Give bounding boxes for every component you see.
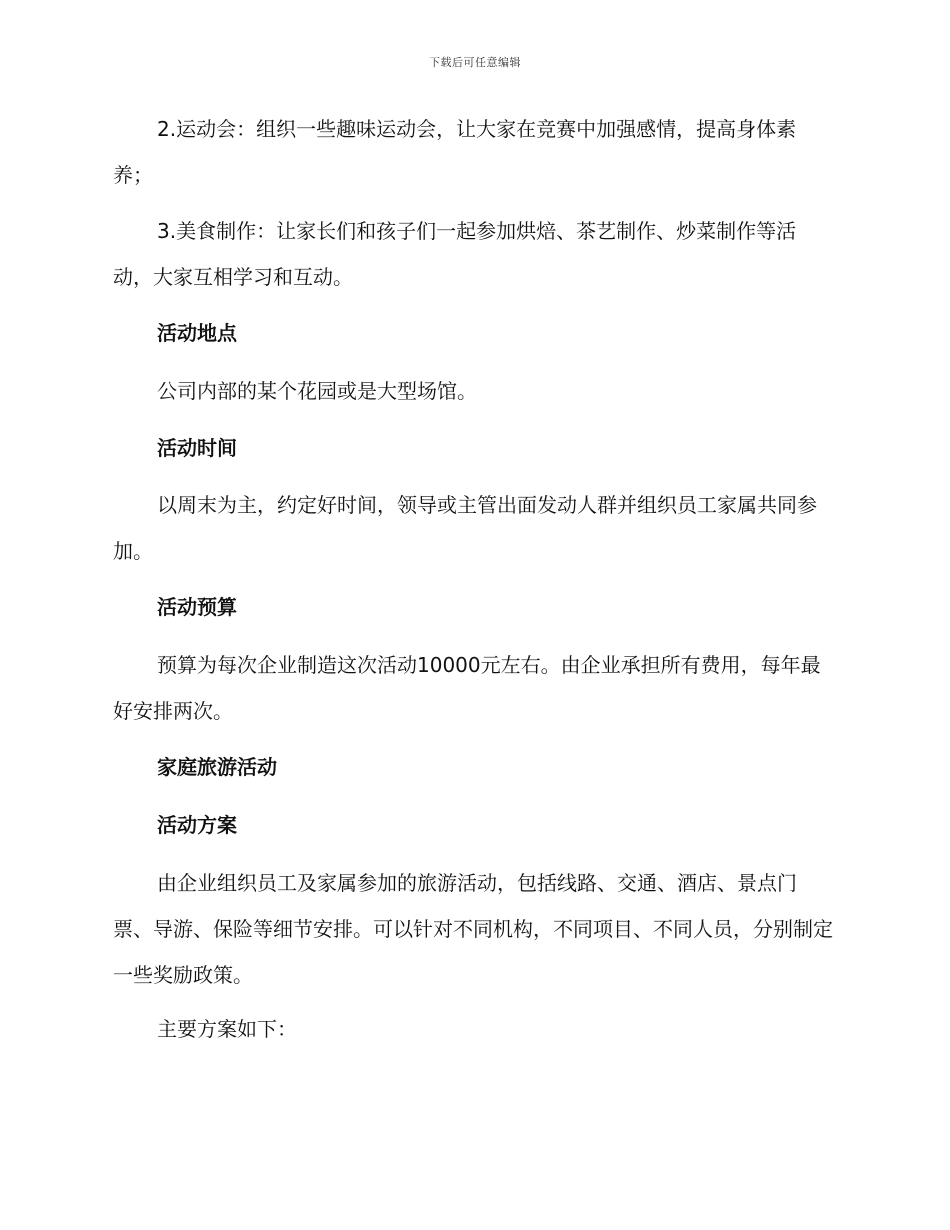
heading-activity-time: 活动时间 [157, 436, 237, 460]
heading-activity-location: 活动地点 [157, 321, 237, 345]
heading-activity-budget: 活动预算 [157, 595, 237, 619]
paragraph-food-making: 3.美食制作：让家长们和孩子们一起参加烘焙、茶艺制作、炒菜制作等活动，大家互相学习和互动。 [113, 219, 797, 289]
paragraph-budget: 预算为每次企业制造这次活动10000元左右。由企业承担所有费用，每年最好安排两次。 [113, 653, 821, 723]
paragraph-travel-plan: 由企业组织员工及家属参加的旅游活动，包括线路、交通、酒店、景点门票、导游、保险等细节安排。可以针对不同机构，不同项目、不同人员，分别制定一些奖励政策。 [113, 871, 833, 987]
page-header-note: 下载后可任意编辑 [429, 56, 521, 69]
paragraph-time: 以周末为主，约定好时间，领导或主管出面发动人群并组织员工家属共同参加。 [113, 493, 817, 563]
heading-activity-plan: 活动方案 [157, 813, 237, 837]
paragraph-main-plan: 主要方案如下： [157, 1017, 297, 1041]
heading-family-travel: 家庭旅游活动 [157, 755, 277, 779]
paragraph-sports-meet: 2.运动会：组织一些趣味运动会，让大家在竞赛中加强感情，提高身体素养； [113, 117, 797, 187]
paragraph-location: 公司内部的某个花园或是大型场馆。 [157, 379, 477, 403]
